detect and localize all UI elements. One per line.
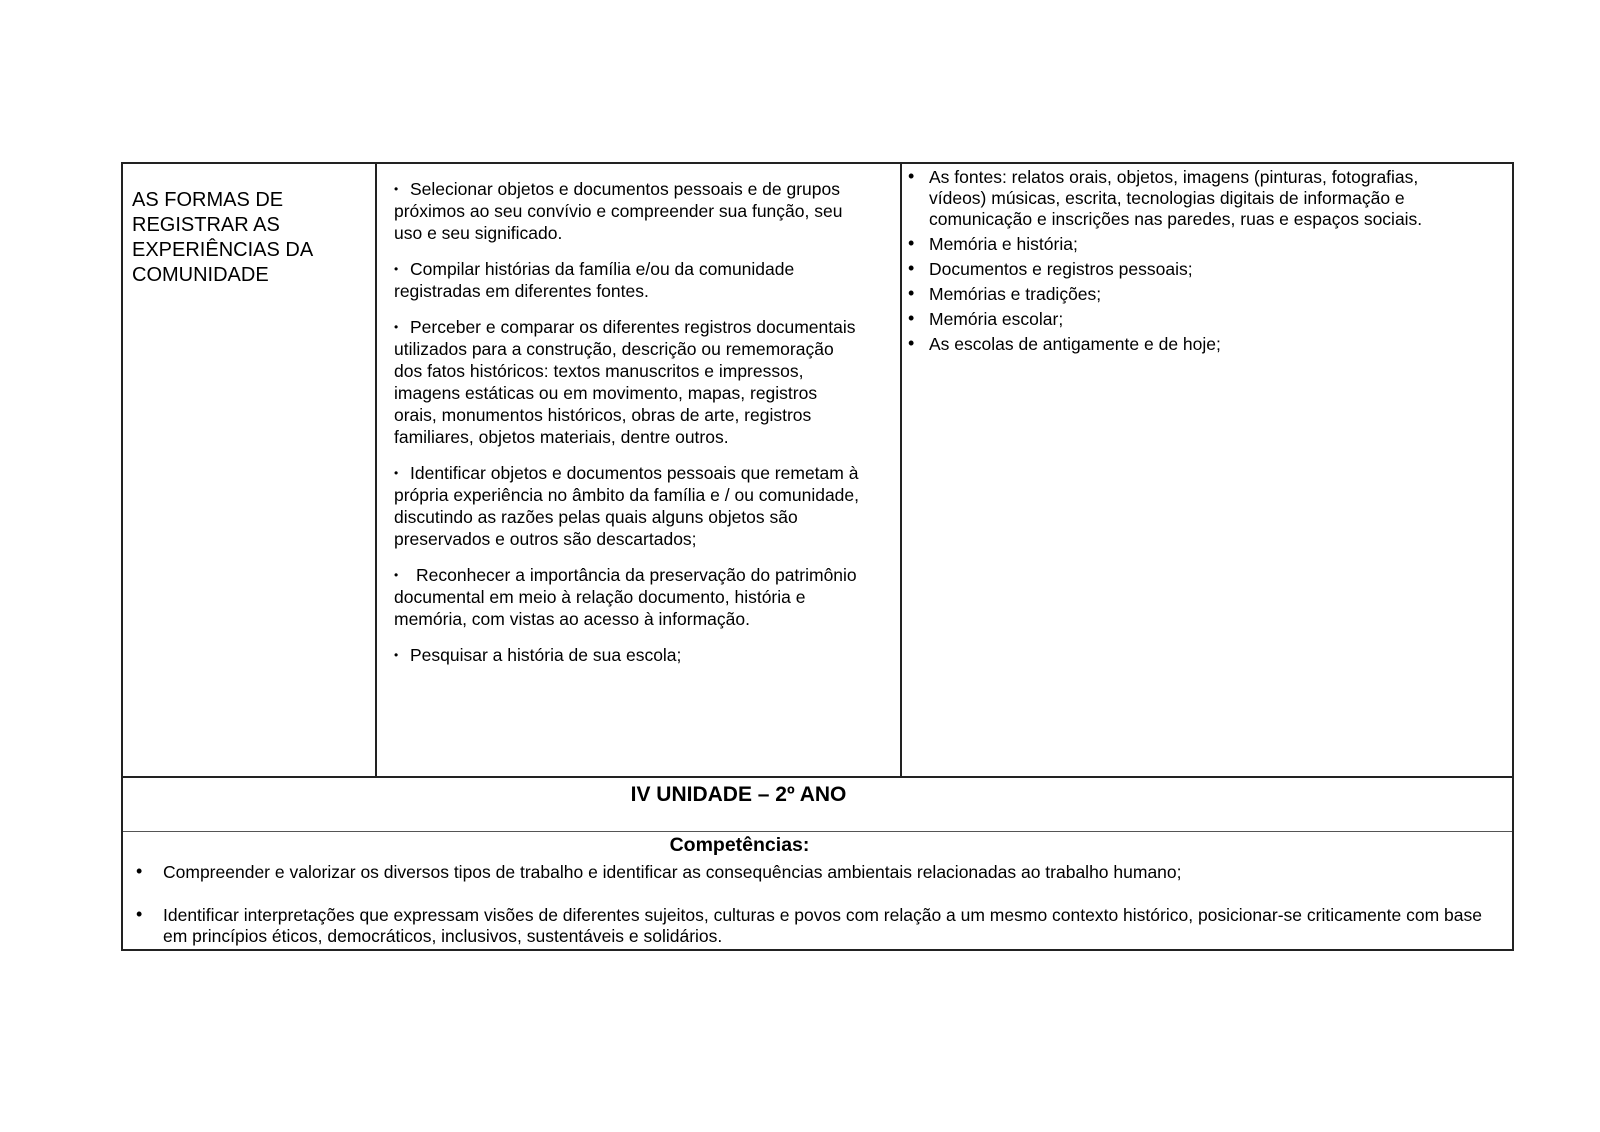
bullet-icon: • (908, 258, 915, 278)
thematic-unit-text: AS FORMAS DE REGISTRAR AS EXPERIÊNCIAS DA COMUNIDADE (132, 189, 313, 286)
content-row (123, 164, 1512, 778)
bullet-icon: • (394, 320, 399, 334)
skill-item (394, 564, 860, 630)
list-item: • As fontes: relatos orais, objetos, imagens (pinturas, fotografias, vídeos) músicas, escrita, tecnologias digitais de informação e comunicação e inscrições nas paredes, ruas e espaços sociais. (908, 166, 1423, 229)
knowledge-objects-cell (902, 164, 1512, 776)
list-item: • Memórias e tradições; (908, 283, 1102, 304)
bullet-icon: • (136, 861, 143, 881)
skill-item (394, 178, 860, 244)
skills-cell (377, 164, 902, 776)
bullet-icon: • (394, 648, 399, 662)
bullet-icon: • (394, 568, 399, 582)
bullet-icon: • (394, 466, 399, 480)
skill-item (394, 316, 860, 448)
skill-text: Selecionar objetos e documentos pessoais e de grupos próximos ao seu convívio e compreender sua função, seu uso e seu significado. (394, 179, 843, 243)
list-item: • Documentos e registros pessoais; (908, 258, 1193, 279)
competencias-heading: Competências: (669, 834, 810, 856)
skill-text: Identificar objetos e documentos pessoais que remetam à própria experiência no âmbito da família e / ou comunidade, discutindo as razões pelas quais alguns objetos são preservados e outros são descartados; (394, 463, 859, 549)
bullet-icon: • (908, 233, 915, 253)
list-item: • Identificar interpretações que expressam visões de diferentes sujeitos, culturas e povos com relação a um mesmo contexto histórico, posicionar-se criticamente com base em princípios éticos, democráticos, inclusivos, sustentáveis e solidários. (136, 904, 1482, 946)
unit-title: IV UNIDADE – 2º ANO (630, 783, 847, 806)
bullet-icon: • (908, 166, 915, 186)
skill-text: Compilar histórias da família e/ou da comunidade registradas em diferentes fontes. (394, 259, 795, 301)
bullet-icon: • (908, 283, 915, 303)
bullet-icon: • (136, 904, 143, 924)
unit-title-row (123, 778, 1512, 832)
skill-item (394, 644, 860, 666)
list-item: • Memória e história; (908, 233, 1078, 254)
skill-item (394, 462, 860, 550)
skill-text: Pesquisar a história de sua escola; (410, 645, 682, 665)
competencias-row (123, 832, 1512, 949)
skill-text: Reconhecer a importância da preservação do patrimônio documental em meio à relação documento, história e memória, com vistas ao acesso à informação. (394, 565, 857, 629)
thematic-unit-cell (123, 164, 377, 776)
curriculum-table (121, 162, 1514, 951)
bullet-icon: • (394, 262, 399, 276)
skill-text: Perceber e comparar os diferentes registros documentais utilizados para a construção, descrição ou rememoração dos fatos históricos: textos manuscritos e impressos, imagens estáticas ou em movimento, mapas, registros orais, monumentos históricos, obras de arte, registros familiares, objetos materiais, dentre outros. (394, 317, 856, 447)
list-item: • Compreender e valorizar os diversos tipos de trabalho e identificar as consequências ambientais relacionadas ao trabalho humano; (136, 861, 1182, 882)
bullet-icon: • (908, 308, 915, 328)
competencias-list (135, 862, 1502, 947)
list-item: • Memória escolar; (908, 308, 1064, 329)
skill-item (394, 258, 860, 302)
list-item: • As escolas de antigamente e de hoje; (908, 333, 1221, 354)
knowledge-objects-list (908, 167, 1472, 355)
bullet-icon: • (908, 333, 915, 353)
bullet-icon: • (394, 182, 399, 196)
